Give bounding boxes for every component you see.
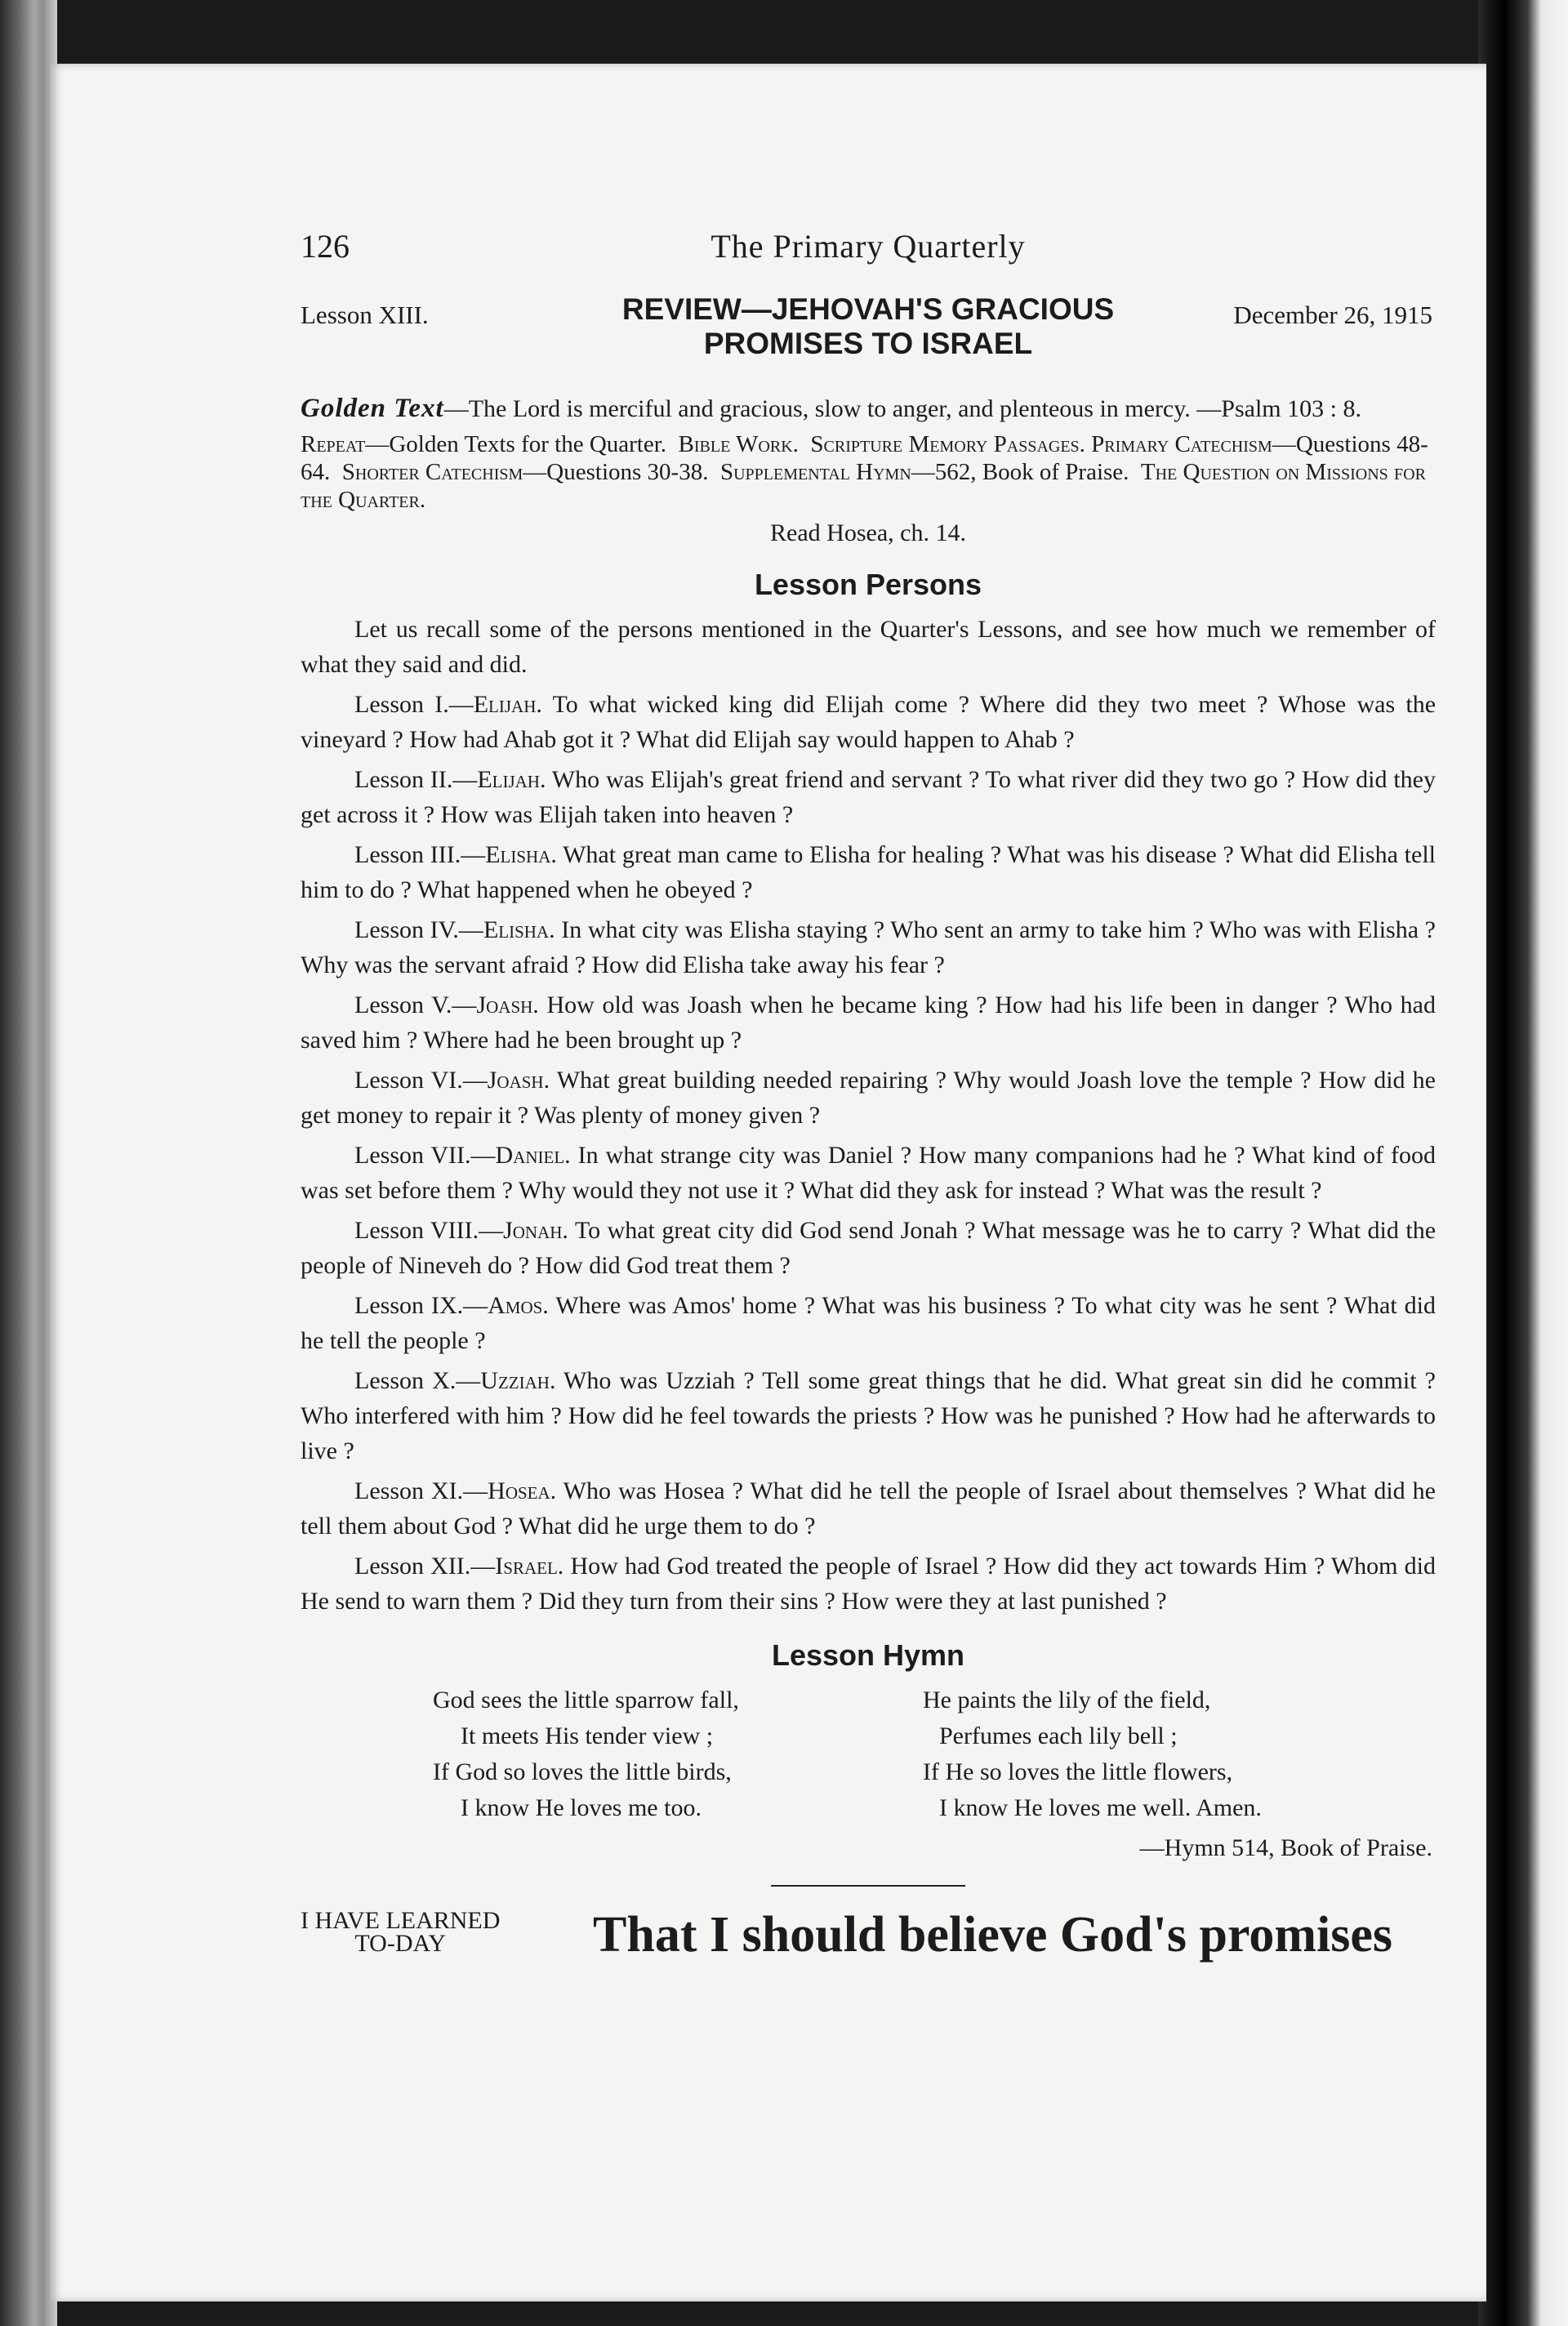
repeat-paragraph: [301, 430, 1436, 514]
lesson-questions-text: To what wicked king did Elijah come ? Where did they two meet ? Whose was the vineyard ? How had Ahab got it ? What did Elijah say would happen to Ahab ?: [301, 691, 1437, 753]
lesson-title-line-2: PROMISES TO ISRAEL: [703, 327, 1033, 360]
hymn-line: I know He loves me well. Amen.: [939, 1794, 1262, 1821]
learned-label-line-2: TO-DAY: [354, 1930, 447, 1957]
journal-title: The Primary Quarterly: [710, 228, 1026, 265]
lesson-questions-text: How old was Joash when he became king ? How had his life been in danger ? Who had saved him ? Where had he been brought up ?: [301, 991, 1436, 1054]
lesson-title-line-1: REVIEW—JEHOVAH'S GRACIOUS: [621, 292, 1115, 326]
hymn-line: It meets His tender view ;: [461, 1722, 714, 1749]
lesson-ref: Lesson V.—: [354, 991, 477, 1018]
lesson-person-name: Elijah.: [477, 766, 546, 793]
lesson-persons-heading: Lesson Persons: [754, 568, 982, 601]
lesson-question-paragraph: [301, 1548, 1436, 1619]
lesson-number: Lesson XIII.: [301, 301, 429, 329]
lesson-ref: Lesson XII.—: [354, 1553, 496, 1580]
hymn-line: Perfumes each lily bell ;: [939, 1722, 1178, 1749]
page-content: [301, 227, 1436, 1991]
lesson-question-paragraph: [301, 912, 1436, 983]
page: [51, 64, 1486, 2301]
shorter-catechism-text: —Questions 30-38.: [523, 459, 709, 485]
missions-question: The Question on Missions for the Quarter.: [301, 459, 1426, 513]
lesson-questions-text: Where was Amos' home ? What was his business ? To what city was he sent ? What did he tell the people ?: [301, 1292, 1436, 1354]
facing-page-edge: [1478, 0, 1568, 2326]
lesson-question-paragraph: [301, 837, 1436, 907]
hymn-line: God sees the little sparrow fall,: [433, 1687, 739, 1713]
book-spine-edge: [0, 0, 57, 2326]
divider-rule: [771, 1885, 965, 1887]
learned-today-label: [301, 1909, 500, 1955]
repeat-text: —Golden Texts for the Quarter.: [365, 431, 667, 457]
lesson-questions-text: What great man came to Elisha for healing ? What was his disease ? What did Elisha tell him to do ? What happened when he obeyed ?: [301, 841, 1436, 903]
lesson-person-name: Israel.: [495, 1553, 564, 1580]
lesson-questions-text: Who was Uzziah ? Tell some great things that he did. What great sin did he commit ? Who interfered with him ? How did he feel towards the priests ? How was he punished ? How had he afterwards to live ?: [301, 1367, 1437, 1464]
lesson-ref: Lesson VII.—: [354, 1142, 496, 1169]
primary-catechism-label: Primary Catechism: [1091, 431, 1272, 457]
lesson-question-paragraph: [301, 762, 1436, 832]
shorter-catechism-label: Shorter Catechism: [341, 459, 523, 485]
lesson-date: December 26, 1915: [1233, 301, 1432, 329]
learned-today-text: That I should believe God's promises: [593, 1907, 1392, 1963]
page-number: 126: [301, 228, 350, 265]
lesson-person-name: Uzziah.: [480, 1367, 556, 1394]
golden-text: [301, 392, 1436, 426]
lesson-person-name: Elisha.: [485, 841, 557, 868]
lesson-question-paragraph: [301, 1288, 1436, 1358]
lesson-questions-text: Who was Hosea ? What did he tell the people of Israel about themselves ? What did he tell them about God ? What did he urge them to do ?: [301, 1477, 1436, 1540]
learned-today: [301, 1901, 1436, 1991]
lesson-question-paragraph: [301, 1363, 1436, 1468]
learned-label-line-1: I HAVE LEARNED: [301, 1907, 501, 1934]
lesson-ref: Lesson III.—: [354, 841, 486, 868]
reading-assignment: Read Hosea, ch. 14.: [770, 519, 966, 546]
golden-text-label: Golden Text: [301, 394, 444, 423]
lesson-ref: Lesson I.—: [354, 691, 474, 718]
lesson-question-paragraph: [301, 687, 1436, 757]
lesson-question-paragraph: [301, 1138, 1436, 1208]
bible-work-label: Bible Work.: [678, 431, 799, 457]
hymn-line: If God so loves the little birds,: [433, 1758, 732, 1785]
scripture-memory-label: Scripture Memory Passages.: [810, 431, 1085, 457]
lesson-ref: Lesson XI.—: [354, 1477, 488, 1504]
lesson-ref: Lesson VI.—: [354, 1067, 488, 1094]
lesson-questions-text: In what city was Elisha staying ? Who sent an army to take him ? Who was with Elisha ? Why was the servant afraid ? How did Elisha take away his fear ?: [301, 916, 1437, 978]
lesson-header: [301, 292, 1436, 389]
hymn-source: —Hymn 514, Book of Praise.: [1139, 1834, 1432, 1861]
lesson-ref: Lesson IX.—: [354, 1292, 488, 1319]
lesson-questions-text: What great building needed repairing ? Why would Joash love the temple ? How did he get money to repair it ? Was plenty of money given ?: [301, 1067, 1436, 1129]
hymn-line: If He so loves the little flowers,: [923, 1758, 1233, 1785]
hymn-stanza-1: [433, 1682, 739, 1826]
running-head: [301, 227, 1436, 284]
hymn-stanza-2: [923, 1682, 1262, 1826]
lesson-person-name: Elisha.: [483, 916, 555, 943]
lesson-hymn: [301, 1682, 1436, 1838]
lesson-person-name: Amos.: [488, 1292, 549, 1319]
lesson-ref: Lesson II.—: [354, 766, 478, 793]
supplemental-hymn-text: —562, Book of Praise.: [911, 459, 1129, 485]
lesson-ref: Lesson VIII.—: [354, 1217, 504, 1244]
lesson-questions-text: In what strange city was Daniel ? How many companions had he ? What kind of food was set before them ? Why would they not use it ? What did they ask for instead ? What was the result ?: [301, 1142, 1437, 1204]
lesson-person-name: Elijah.: [473, 691, 542, 718]
lesson-person-name: Hosea.: [488, 1477, 557, 1504]
lesson-questions: [301, 687, 1436, 1619]
lesson-questions-text: To what great city did God send Jonah ? What message was he to carry ? What did the people of Nineveh do ? How did God treat them ?: [301, 1217, 1437, 1279]
lesson-question-paragraph: [301, 1473, 1436, 1544]
repeat-label: Repeat: [301, 431, 366, 457]
lesson-question-paragraph: [301, 987, 1436, 1058]
lesson-question-paragraph: [301, 1063, 1436, 1133]
lesson-ref: Lesson X.—: [354, 1367, 481, 1394]
lesson-questions-text: How had God treated the people of Israel ? How did they act towards Him ? Whom did He send to warn them ? Did they turn from their sins ? How were they at last punished ?: [301, 1553, 1436, 1615]
primary-catechism-text: —Questions 48-64.: [301, 431, 1428, 485]
hymn-line: I know He loves me too.: [461, 1794, 702, 1821]
lesson-persons-intro: Let us recall some of the persons mentioned in the Quarter's Lessons, and see how much we remember of what they said and did.: [301, 616, 1436, 678]
lesson-ref: Lesson IV.—: [354, 916, 483, 943]
lesson-hymn-heading: Lesson Hymn: [771, 1638, 965, 1672]
supplemental-hymn-label: Supplemental Hymn: [719, 459, 911, 485]
lesson-question-paragraph: [301, 1213, 1436, 1283]
lesson-person-name: Joash.: [476, 991, 539, 1018]
lesson-person-name: Daniel.: [495, 1142, 571, 1169]
lesson-person-name: Joash.: [487, 1067, 550, 1094]
golden-text-body: —The Lord is merciful and gracious, slow to anger, and plenteous in mercy. —Psalm 103 : 8.: [443, 395, 1361, 422]
lesson-person-name: Jonah.: [503, 1217, 568, 1244]
lesson-questions-text: Who was Elijah's great friend and servant ? To what river did they two go ? How did they get across it ? How was Elijah taken into heaven ?: [301, 766, 1436, 828]
hymn-line: He paints the lily of the field,: [923, 1687, 1211, 1713]
